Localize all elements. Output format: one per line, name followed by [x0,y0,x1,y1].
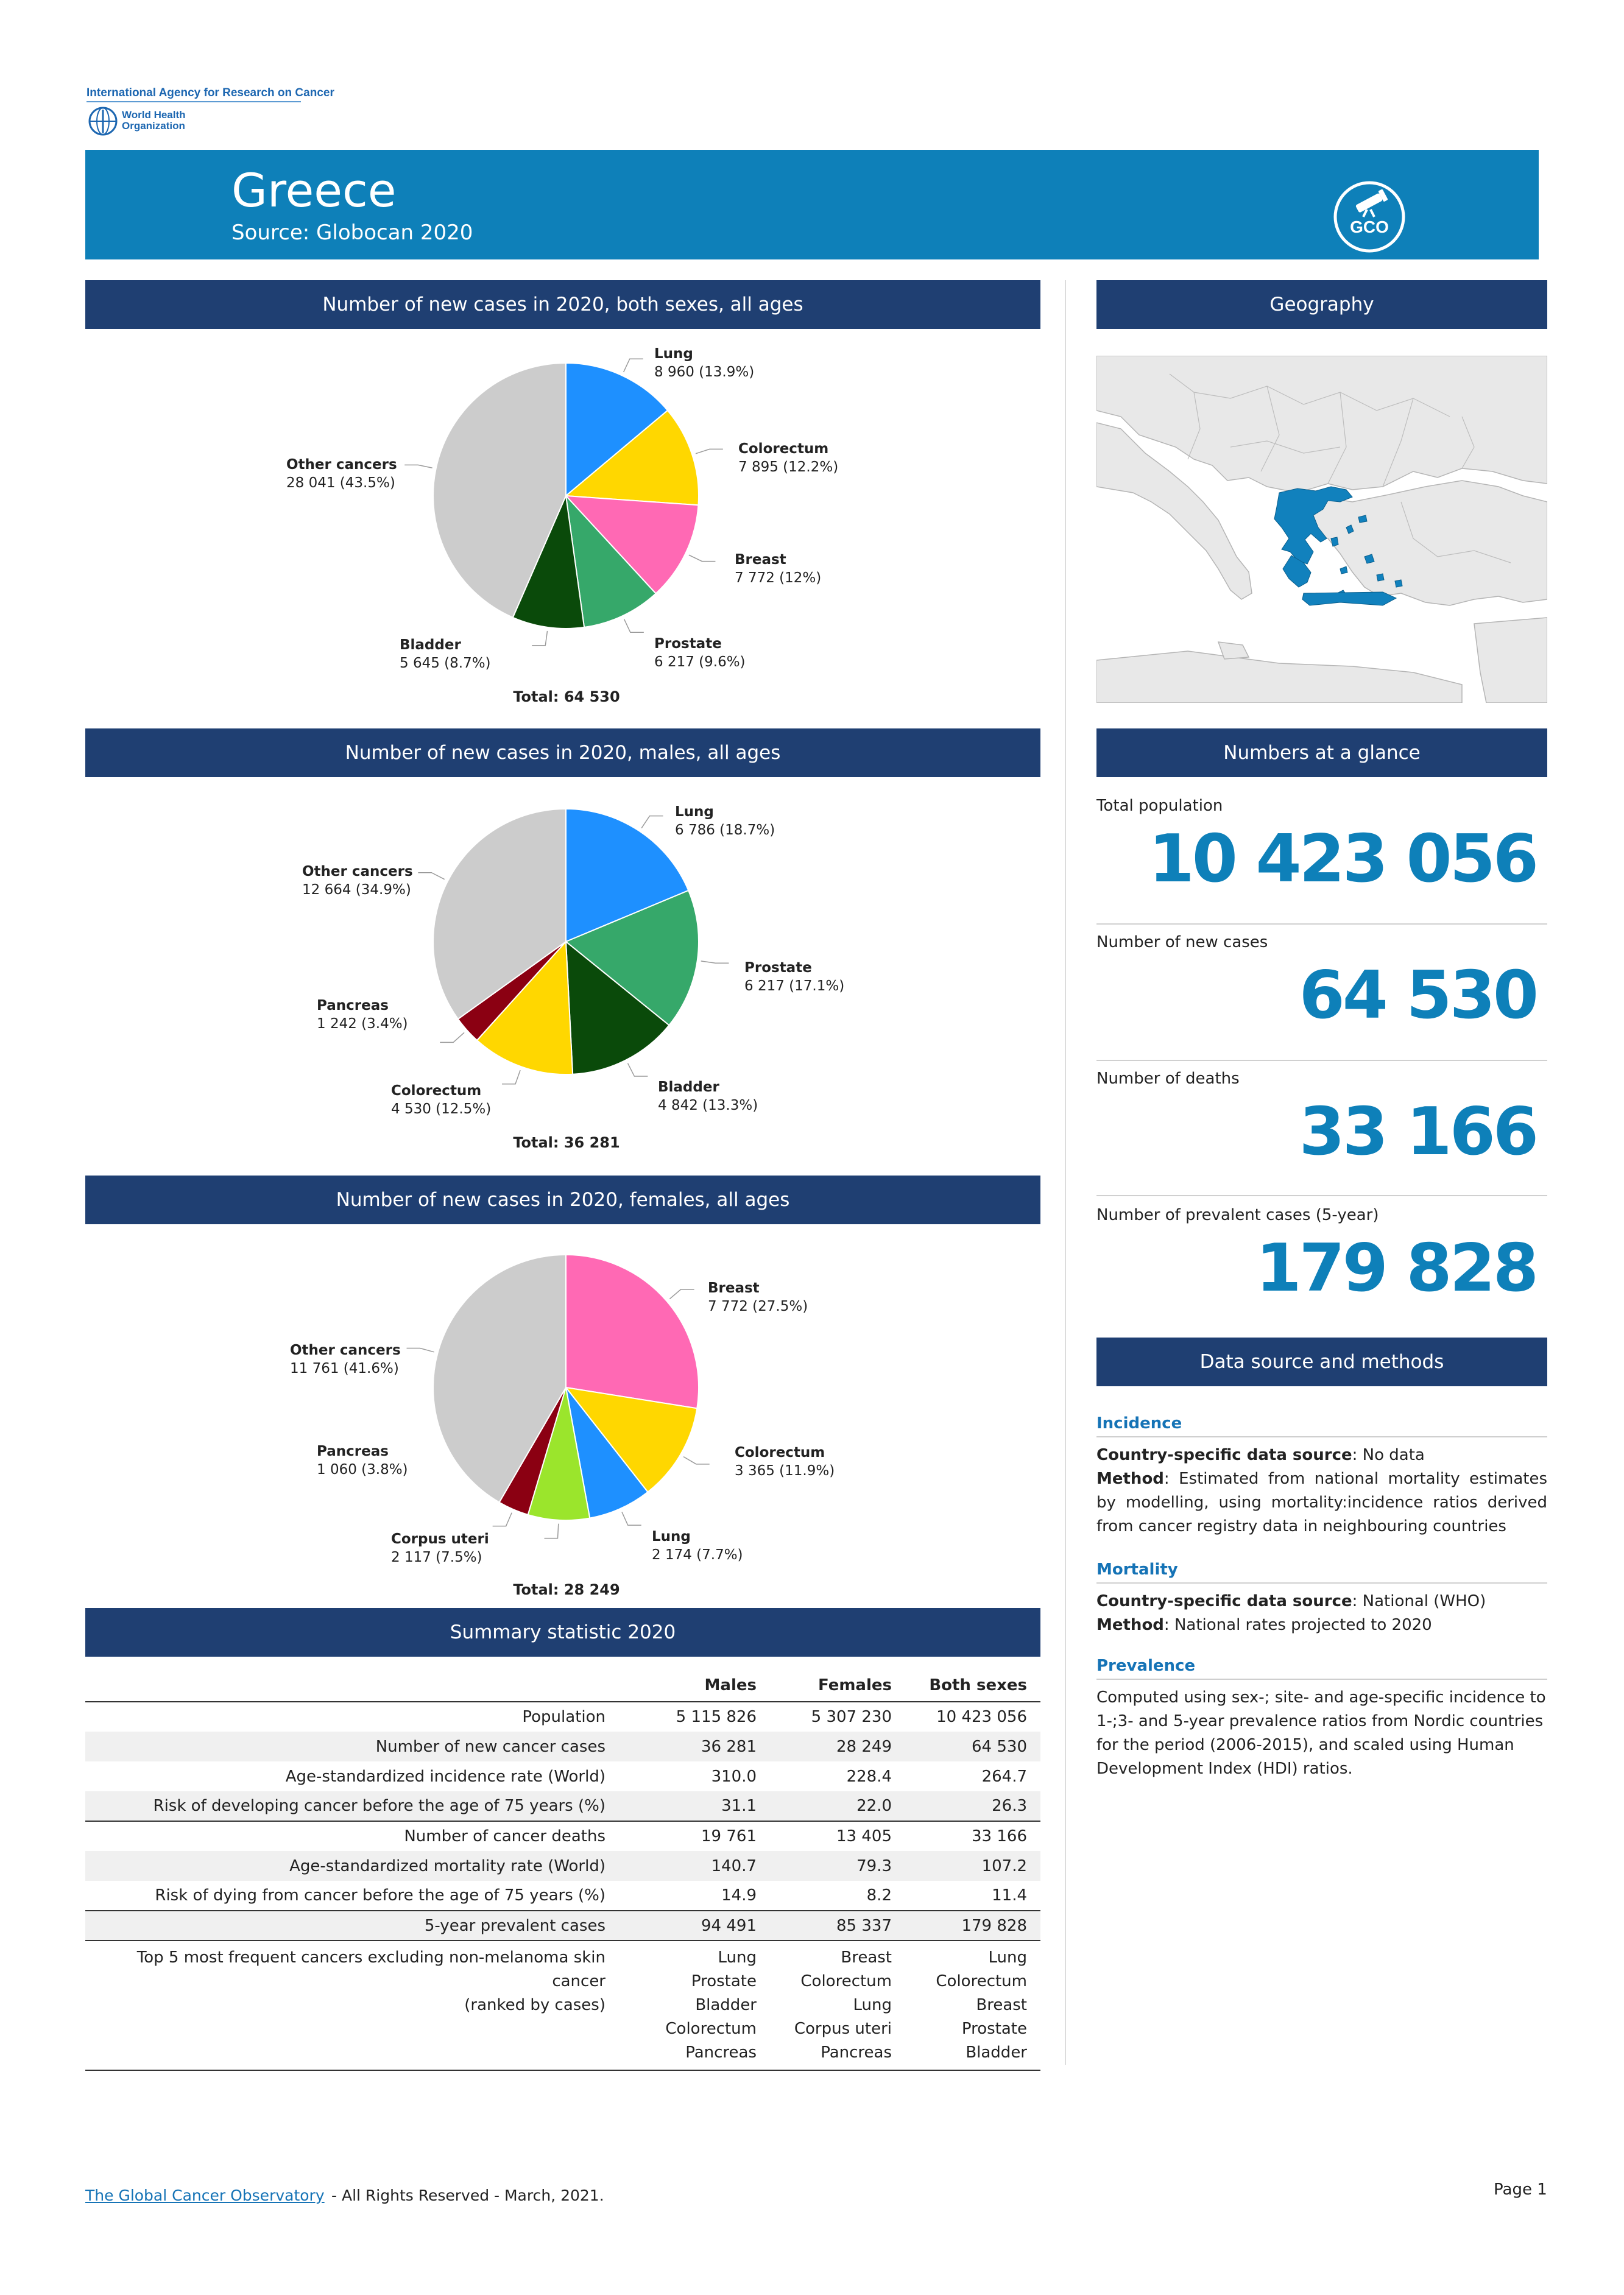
pie-charts-canvas [0,0,1072,1608]
cell-females: 79.3 [770,1851,905,1881]
cell-both: 33 166 [972,1827,1027,1846]
glance-prevalent-label: Number of prevalent cases (5-year) [1096,1206,1379,1224]
glance-divider [1096,1195,1547,1196]
pie-leader-breast [669,1289,694,1299]
summary-row-mortality-rate [85,1851,1040,1881]
top5-item: Pancreas [685,2043,757,2062]
row-label: Age-standardized mortality rate (World) [85,1851,635,1881]
glance-new-cases-value: 64 530 [1299,957,1536,1034]
glance-divider [1096,1060,1547,1061]
glance-deaths-value: 33 166 [1299,1094,1536,1170]
pie-leader-prostate [701,961,729,963]
mortality-text: Country-specific data source: National (WHO) Method: National rates projected to 2020 [1096,1592,1486,1634]
pie-both-label-prostate: Prostate 6 217 (9.6%) [654,636,746,670]
incidence-rule [1096,1436,1547,1437]
top5-item: Colorectum [936,1972,1027,1990]
gco-logo-icon [1332,179,1407,255]
page-number: Page 1 [1494,2180,1547,2199]
section-header-males: Number of new cases in 2020, males, all ages [85,728,1040,777]
pie-males-label-colorectum: Colorectum 4 530 (12.5%) [391,1083,492,1117]
top5-item: Breast [976,1996,1027,2014]
top5-item: Lung [988,1948,1027,1967]
row-label: Number of cancer deaths [404,1827,605,1846]
pie-both-label-colorectum: Colorectum 7 895 (12.2%) [738,441,839,475]
pie-females-label-other: Other cancers 11 761 (41.6%) [290,1342,401,1377]
cell-both: 107.2 [905,1851,1040,1881]
pie-females-total: Total: 28 249 [513,1581,620,1598]
section-header-females: Number of new cases in 2020, females, all ages [85,1176,1040,1224]
cell-both: 264.7 [981,1767,1027,1786]
section-header-summary: Summary statistic 2020 [85,1608,1040,1657]
pie-both-label-lung: Lung 8 960 (13.9%) [654,346,755,380]
pie-chart-females [407,1255,710,1539]
who-line-2: Organization [122,120,185,132]
source-subtitle: Source: Globocan 2020 [231,220,473,245]
footer-copyright: - All Rights Reserved - March, 2021. [331,2187,604,2204]
pie-leader-pancreas [440,1032,464,1042]
summary-header-blank [85,1669,635,1702]
cell-females: 85 337 [770,1911,905,1941]
pie-females-label-corpus-uteri: Corpus uteri 2 117 (7.5%) [391,1531,489,1565]
incidence-text: Country-specific data source: No data Method: Estimated from national mortality estimates by modelling, using mortality:incidence ratios derived from cancer registry data in neighbouring countries [1096,1446,1547,1535]
pie-slice-breast [566,1255,699,1408]
country-title: Greece [231,163,397,217]
pie-leader-lung [622,1512,641,1525]
row-label: Number of new cancer cases [85,1732,635,1761]
glance-population-value: 10 423 056 [1148,821,1536,897]
top5-item: Bladder [695,1996,757,2014]
cell-both: 179 828 [905,1911,1040,1941]
mortality-rule [1096,1582,1547,1584]
summary-row-population [85,1702,1040,1732]
top5-item: Colorectum [800,1972,892,1990]
top5-item: Bladder [966,2043,1027,2062]
pie-leader-breast [689,555,716,561]
top5-item: Lung [853,1996,892,2014]
summary-row-incidence-rate [85,1761,1040,1791]
top5-item: Lung [718,1948,757,1967]
who-line-1: World Health [122,109,186,121]
pie-leader-corpus-uteri [544,1524,558,1539]
top5-item: Corpus uteri [794,2020,892,2038]
cell-females: 28 249 [770,1732,905,1761]
summary-row-deaths [85,1821,1040,1851]
pie-males-label-bladder: Bladder 4 842 (13.3%) [658,1079,758,1113]
top5-item: Prostate [691,1972,757,1990]
summary-header-males: Males [704,1676,757,1694]
cell-both [905,1941,1040,2070]
cell-males: 36 281 [635,1732,770,1761]
cell-females: 8.2 [866,1886,892,1905]
pie-females-label-colorectum: Colorectum 3 365 (11.9%) [735,1445,835,1479]
pie-males-label-prostate: Prostate 6 217 (17.1%) [744,960,845,994]
row-label [85,1941,635,2070]
glance-prevalent-value: 179 828 [1255,1230,1536,1306]
pie-males-label-lung: Lung 6 786 (18.7%) [675,804,775,838]
cell-both: 64 530 [905,1732,1040,1761]
cell-males: 94 491 [635,1911,770,1941]
pie-leader-lung [624,359,643,372]
pie-leader-colorectum [683,1457,710,1464]
cell-females: 13 405 [836,1827,892,1846]
cell-males [635,1941,770,2070]
pie-leader-other-cancers [407,1348,434,1352]
pie-both-label-breast: Breast 7 772 (12%) [735,552,822,586]
incidence-heading: Incidence [1096,1414,1182,1433]
pie-leader-bladder [532,631,547,646]
pie-males-label-pancreas: Pancreas 1 242 (3.4%) [317,998,408,1032]
gco-logo-text: GCO [1350,217,1389,236]
pie-leader-other-cancers [418,873,444,880]
cell-males: 31.1 [635,1791,770,1821]
pie-leader-bladder [628,1063,648,1076]
glance-divider [1096,923,1547,925]
section-header-both: Number of new cases in 2020, both sexes, all ages [85,280,1040,329]
cell-both: 11.4 [992,1886,1027,1905]
top5-item: Colorectum [665,2020,757,2038]
summary-header-both: Both sexes [929,1676,1027,1694]
cell-males: 310.0 [711,1767,757,1786]
pie-males-total: Total: 36 281 [513,1134,620,1151]
summary-row-prevalent [85,1911,1040,1941]
row-label: Population [522,1708,605,1726]
summary-row-top5 [85,1941,1040,2070]
pie-females-label-pancreas: Pancreas 1 060 (3.8%) [317,1444,408,1478]
pie-leader-lung [641,816,663,828]
pie-chart-males [418,809,729,1084]
row-label: Risk of developing cancer before the age of 75 years (%) [85,1791,635,1821]
row-label: Risk of dying from cancer before the age of 75 years (%) [155,1886,605,1905]
glance-population-label: Total population [1096,797,1223,815]
prevalence-rule [1096,1679,1547,1680]
summary-header-row [85,1669,1040,1702]
glance-deaths-label: Number of deaths [1096,1070,1240,1088]
top5-item: Breast [841,1948,892,1967]
cell-males: 5 115 826 [676,1708,757,1726]
top5-item: Prostate [961,2020,1027,2038]
cell-females: 228.4 [846,1767,892,1786]
section-header-datasource: Data source and methods [1096,1338,1547,1386]
top5-item: Pancreas [821,2043,892,2062]
cell-males: 140.7 [635,1851,770,1881]
section-header-geography: Geography [1096,280,1547,329]
summary-row-new-cases [85,1732,1040,1761]
cell-females: 5 307 230 [811,1708,892,1726]
section-header-glance: Numbers at a glance [1096,728,1547,777]
iarc-logo-text: International Agency for Research on Cancer [86,86,334,99]
pie-chart-both-sexes [404,359,723,645]
summary-row-risk-dying [85,1881,1040,1911]
pie-males-label-other: Other cancers 12 664 (34.9%) [302,864,413,898]
pie-leader-colorectum [696,449,723,453]
cell-both: 26.3 [905,1791,1040,1821]
gco-footer-link[interactable]: The Global Cancer Observatory [85,2187,325,2204]
cell-males: 19 761 [701,1827,757,1846]
geography-map [1096,356,1547,703]
glance-new-cases-label: Number of new cases [1096,933,1268,951]
mortality-heading: Mortality [1096,1560,1178,1579]
pie-females-label-lung: Lung 2 174 (7.7%) [652,1529,743,1563]
row-label: 5-year prevalent cases [85,1911,635,1941]
pie-both-label-other: Other cancers 28 041 (43.5%) [286,457,397,491]
cell-females: 22.0 [770,1791,905,1821]
pie-both-label-bladder: Bladder 5 645 (8.7%) [400,637,491,671]
cell-females [770,1941,905,2070]
pie-leader-other-cancers [404,465,432,468]
pie-leader-colorectum [502,1070,520,1084]
summary-header-females: Females [818,1676,892,1694]
row-label: Age-standardized incidence rate (World) [285,1767,605,1786]
cell-both: 10 423 056 [936,1708,1027,1726]
prevalence-text: Computed using sex-; site- and age-specific incidence to 1-;3- and 5-year prevalence ratios from Nordic countries for the period (2006-2015), and scaled using Human Development Index (HDI) ratios. [1096,1688,1546,1778]
pie-females-label-breast: Breast 7 772 (27.5%) [708,1280,808,1314]
summary-row-risk-developing [85,1791,1040,1821]
summary-table [85,1669,1040,2071]
top5-label-line-2: (ranked by cases) [464,1996,605,2014]
pie-leader-prostate [624,619,644,633]
top5-label-line-1: Top 5 most frequent cancers excluding non-melanoma skin cancer [136,1948,605,1990]
pie-leader-pancreas [493,1513,512,1526]
cell-males: 14.9 [721,1886,757,1905]
pie-both-total: Total: 64 530 [513,688,620,705]
prevalence-heading: Prevalence [1096,1657,1196,1675]
